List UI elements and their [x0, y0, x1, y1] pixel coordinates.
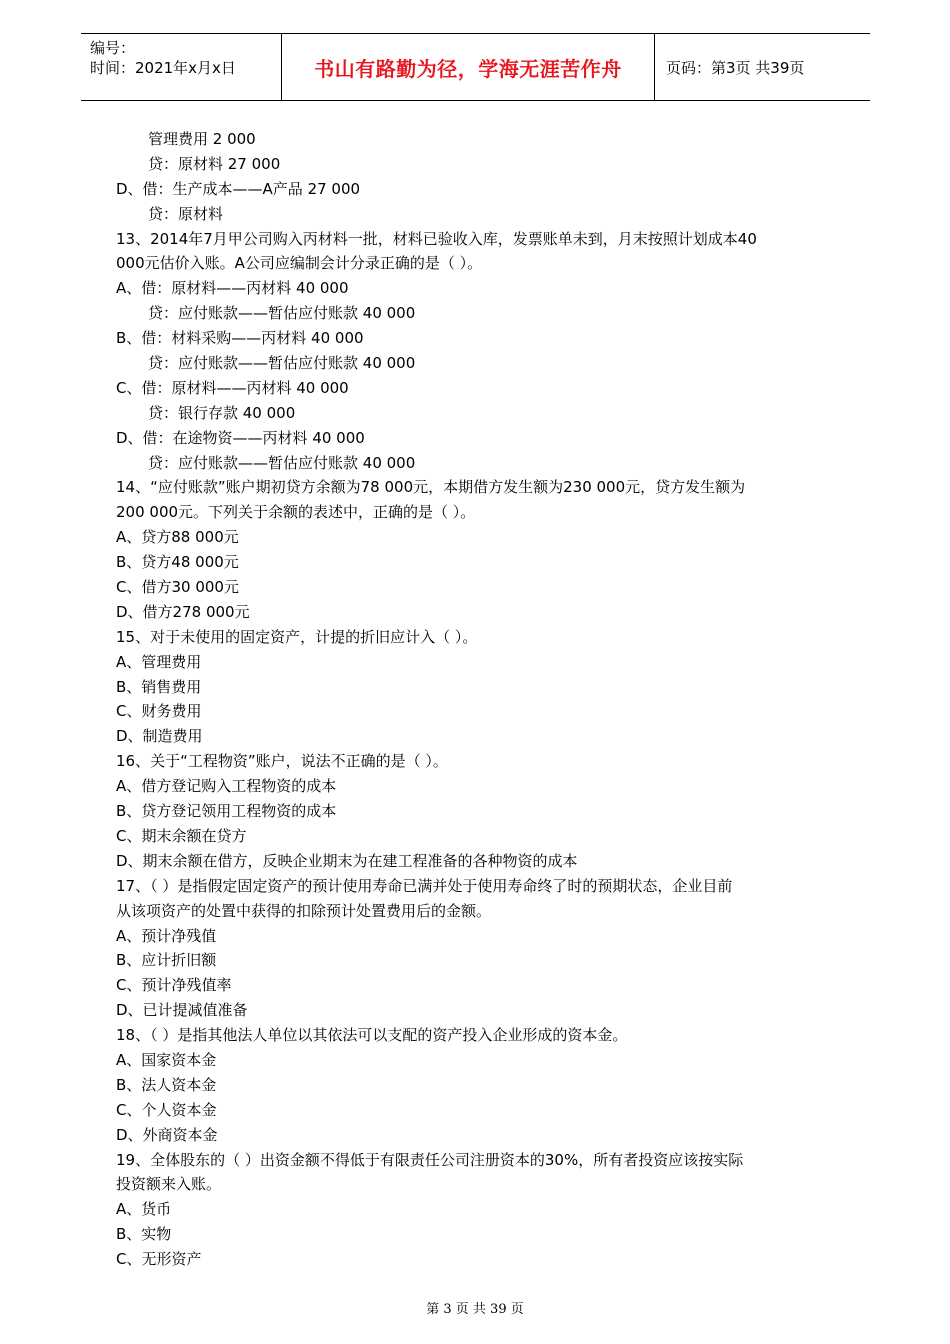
text-line: 贷：应付账款——暂估应付账款 40 000 — [148, 304, 416, 323]
text-line: 投资额来入账。 — [116, 1175, 222, 1194]
text-line: C、预计净残值率 — [116, 976, 232, 995]
text-line: D、借：在途物资——丙材料 40 000 — [116, 428, 365, 447]
text-line: D、借方278 000元 — [116, 602, 250, 621]
text-line: B、销售费用 — [116, 677, 202, 696]
text-line: 管理费用 2 000 — [148, 130, 256, 148]
text-line: 15、对于未使用的固定资产，计提的折旧应计入（ ）。 — [116, 627, 478, 646]
text-line: 16、关于“工程物资”账户，说法不正确的是（ ）。 — [116, 752, 448, 771]
text-line: 从该项资产的处置中获得的扣除预计处置费用后的金额。 — [116, 901, 492, 920]
text-line: B、贷方48 000元 — [116, 553, 239, 572]
text-line: 贷：应付账款——暂估应付账款 40 000 — [148, 354, 416, 373]
text-line: A、借方登记购入工程物资的成本 — [116, 777, 337, 796]
text-line: 贷：原材料 27 000 — [148, 154, 281, 173]
text-line: 000元估价入账。A公司应编制会计分录正确的是（ ）。 — [116, 254, 483, 273]
text-line: B、应计折旧额 — [116, 951, 217, 970]
text-line: C、无形资产 — [116, 1250, 202, 1269]
text-line: 贷：银行存款 40 000 — [148, 403, 296, 422]
text-line: A、贷方88 000元 — [116, 528, 239, 547]
text-line: 贷：应付账款——暂估应付账款 40 000 — [148, 453, 416, 472]
text-line: D、期末余额在借方，反映企业期末为在建工程准备的各种物资的成本 — [116, 851, 578, 870]
header-motto: 书山有路勤为径，学海无涯苦作舟 — [282, 34, 655, 100]
text-line: D、已计提减值准备 — [116, 1001, 248, 1020]
text-line: A、管理费用 — [116, 652, 202, 671]
text-line: C、财务费用 — [116, 702, 202, 721]
text-line: B、法人资本金 — [116, 1075, 217, 1094]
text-line: 贷：原材料 — [148, 204, 224, 223]
text-line: A、借：原材料——丙材料 40 000 — [116, 279, 349, 298]
text-line: A、国家资本金 — [116, 1050, 217, 1069]
text-line: 18、（ ）是指其他法人单位以其依法可以支配的资产投入企业形成的资本金。 — [116, 1026, 628, 1045]
text-line: C、借方30 000元 — [116, 578, 239, 597]
text-line: C、借：原材料——丙材料 40 000 — [116, 378, 349, 397]
text-line: C、期末余额在贷方 — [116, 826, 247, 845]
text-line: A、预计净残值 — [116, 926, 217, 945]
text-line: 14、“应付账款”账户期初贷方余额为78 000元，本期借方发生额为230 000元，贷方发生额为 — [116, 478, 746, 497]
page-header — [81, 33, 870, 101]
header-meta — [81, 34, 282, 100]
document-number-label: 编号： — [90, 39, 136, 57]
text-line: 200 000元。下列关于余额的表述中，正确的是（ ）。 — [116, 503, 476, 522]
text-line: D、制造费用 — [116, 727, 203, 746]
text-line: B、贷方登记领用工程物资的成本 — [116, 802, 337, 821]
text-line: B、实物 — [116, 1225, 172, 1244]
text-line: 19、全体股东的（ ）出资金额不得低于有限责任公司注册资本的30%，所有者投资应该按实际 — [116, 1150, 744, 1169]
text-line: D、外商资本金 — [116, 1125, 218, 1144]
document-time-label: 时间：2021年x月x日 — [90, 59, 236, 77]
document-body — [116, 127, 836, 1272]
page-footer: 第 3 页 共 39 页 — [426, 1302, 524, 1317]
text-line: 13、2014年7月甲公司购入丙材料一批，材料已验收入库，发票账单未到，月末按照计划成本40 — [116, 229, 757, 248]
header-page-code: 页码：第3页 共39页 — [666, 58, 805, 77]
text-line: D、借：生产成本——A产品 27 000 — [116, 179, 361, 198]
text-line: B、借：材料采购——丙材料 40 000 — [116, 329, 364, 348]
text-line: A、货币 — [116, 1200, 172, 1219]
text-line: 17、（ ）是指假定固定资产的预计使用寿命已满并处于使用寿命终了时的预期状态，企业目前 — [116, 876, 733, 895]
text-line: C、个人资本金 — [116, 1100, 217, 1119]
